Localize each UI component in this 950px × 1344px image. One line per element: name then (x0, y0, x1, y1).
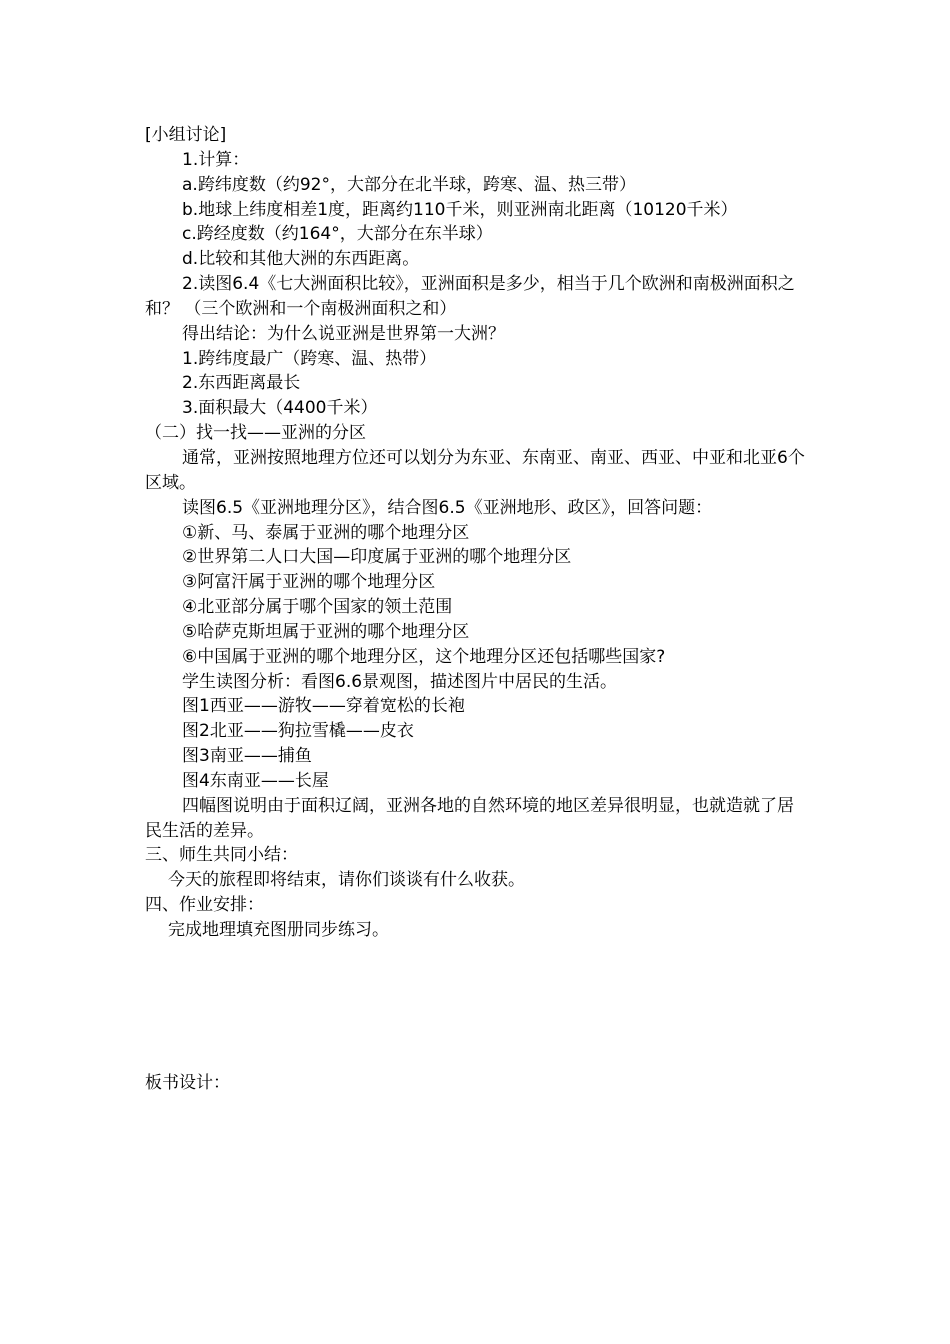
section-heading: [小组讨论] (145, 125, 227, 145)
paragraph-line: 得出结论：为什么说亚洲是世界第一大洲？ (182, 323, 505, 344)
paragraph-line: 通常，亚洲按照地理方位还可以划分为东亚、东南亚、南亚、西亚、中亚和北亚6个区域。 (145, 447, 805, 493)
question-line: ③阿富汗属于亚洲的哪个地理分区 (182, 572, 436, 593)
section-heading: （二）找一找——亚洲的分区 (145, 423, 366, 444)
paragraph-line: 图4东南亚——长屋 (182, 770, 329, 791)
paragraph-line: 读图6.5《亚洲地理分区》，结合图6.5《亚洲地形、政区》，回答问题： (182, 497, 713, 518)
paragraph-line: a.跨纬度数（约92°，大部分在北半球，跨寒、温、热三带） (182, 174, 636, 195)
document-body (145, 123, 810, 943)
paragraph-line: b.地球上纬度相差1度，距离约110千米，则亚洲南北距离（10120千米） (182, 199, 738, 220)
section-heading: 三、师生共同小结： (145, 845, 298, 866)
paragraph-line: 2.读图6.4《七大洲面积比较》，亚洲面积是多少，相当于几个欧洲和南极洲面积之和？ （三个欧洲和一个南极洲面积之和） (145, 274, 795, 319)
question-line: ②世界第二人口大国—印度属于亚洲的哪个地理分区 (182, 547, 572, 568)
paragraph-line: 完成地理填充图册同步练习。 (168, 920, 389, 940)
paragraph-line: 学生读图分析：看图6.6景观图，描述图片中居民的生活。 (182, 671, 618, 692)
paragraph-line: c.跨经度数（约164°，大部分在东半球） (182, 224, 493, 245)
paragraph-line: 图3南亚——捕鱼 (182, 746, 312, 767)
paragraph-line: 3.面积最大（4400千米） (182, 398, 378, 419)
paragraph-line: 今天的旅程即将结束，请你们谈谈有什么收获。 (168, 870, 525, 891)
paragraph-line: 四幅图说明由于面积辽阔，亚洲各地的自然环境的地区差异很明显，也就造就了居民生活的差异。 (145, 795, 794, 841)
question-line: ⑤哈萨克斯坦属于亚洲的哪个地理分区 (182, 621, 470, 642)
question-line: ①新、马、泰属于亚洲的哪个地理分区 (182, 522, 470, 543)
section-heading: 四、作业安排： (145, 895, 264, 916)
paragraph-line: 1.跨纬度最广（跨寒、温、热带） (182, 348, 437, 369)
paragraph-line: 1.计算： (182, 149, 250, 170)
paragraph-line: 2.东西距离最长 (182, 373, 301, 394)
question-line: ④北亚部分属于哪个国家的领土范围 (182, 597, 453, 618)
question-line: ⑥中国属于亚洲的哪个地理分区，这个地理分区还包括哪些国家? (182, 646, 666, 667)
paragraph-line: 图1西亚——游牧——穿着宽松的长袍 (182, 696, 465, 717)
paragraph-line: 图2北亚——狗拉雪橇——皮衣 (182, 721, 414, 742)
board-design-heading: 板书设计： (145, 1073, 230, 1093)
paragraph-line: d.比较和其他大洲的东西距离。 (182, 249, 420, 270)
